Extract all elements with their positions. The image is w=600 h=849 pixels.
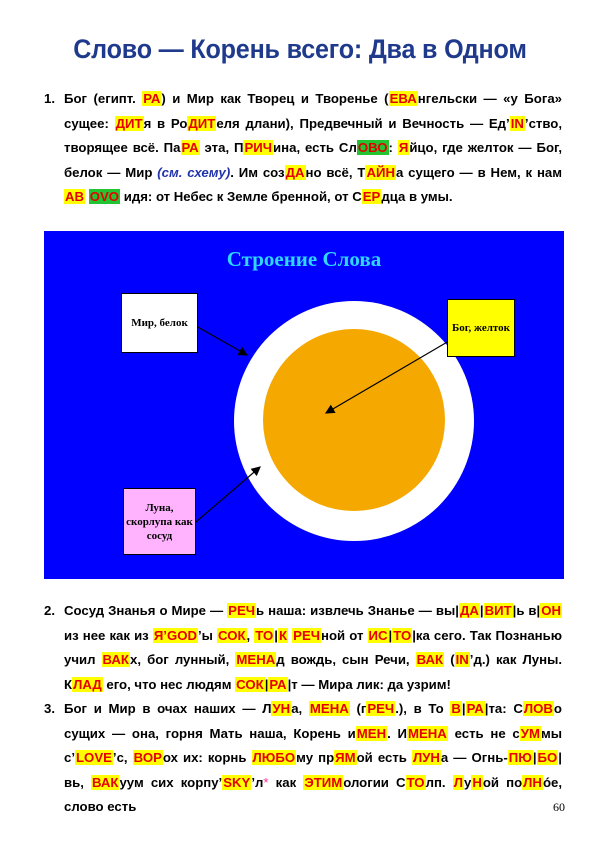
text-fragment: нгельски — «у Бога» сущее: xyxy=(64,91,562,131)
text-fragment: Бог (египт. xyxy=(64,91,143,106)
highlighted-fragment: ЕВА xyxy=(389,91,417,106)
text-fragment: ’д.) как Луны. К xyxy=(64,652,563,692)
highlighted-fragment: ЛН xyxy=(523,774,542,790)
text-fragment: | xyxy=(388,627,393,643)
text-fragment: лп. xyxy=(425,774,453,790)
text-fragment: ной от xyxy=(321,627,368,643)
highlighted-fragment: ПЮ xyxy=(508,750,532,766)
highlighted-fragment: РА xyxy=(143,91,161,106)
highlighted-fragment: AB xyxy=(65,189,85,205)
highlighted-fragment: РА xyxy=(466,701,484,716)
text-fragment: его, что нес людям xyxy=(102,676,236,692)
text-fragment: |ь в| xyxy=(512,603,541,618)
highlighted-fragment: Я xyxy=(398,140,409,156)
highlighted-fragment: IN xyxy=(510,115,524,131)
highlighted-fragment: МЕН xyxy=(356,725,387,741)
text-fragment: ох их: корнь xyxy=(162,750,252,766)
highlighted-fragment: Я’GOD xyxy=(153,627,198,643)
highlighted-fragment: ЕР xyxy=(362,189,381,205)
highlighted-fragment: РЕЧ xyxy=(367,701,395,716)
text-fragment: ина, есть Сл xyxy=(273,140,357,156)
highlighted-fragment: ВОР xyxy=(133,750,162,766)
highlighted-fragment: Н xyxy=(472,774,482,790)
highlighted-fragment: РА xyxy=(181,140,199,156)
text-fragment: ологии С xyxy=(343,774,406,790)
text-fragment: ) и Мир как Творец и Творенье ( xyxy=(161,91,389,106)
highlighted-fragment: ЛЮБО xyxy=(252,750,296,766)
highlighted-fragment: ТО xyxy=(406,774,425,790)
highlighted-fragment: ДИТ xyxy=(188,115,216,131)
text-fragment: | xyxy=(479,603,484,618)
highlighted-fragment: РЕЧ xyxy=(228,603,256,618)
page-number: 60 xyxy=(553,800,565,814)
highlighted-fragment: * xyxy=(263,774,269,790)
text-fragment: д вождь, сын Речи, xyxy=(276,652,416,668)
highlighted-fragment: УН xyxy=(272,701,291,716)
text-fragment: |т — Мира лик: да узрим! xyxy=(287,676,451,692)
text-fragment: |вь, xyxy=(64,750,562,790)
word-structure-diagram xyxy=(44,231,564,579)
box-world-white: Мир, белок xyxy=(121,293,198,353)
highlighted-fragment: ТО xyxy=(393,627,412,643)
paragraph-number: 2. xyxy=(44,603,55,618)
highlighted-fragment: БО xyxy=(537,750,558,766)
text-fragment: х, бог лунный, xyxy=(130,652,236,668)
text-fragment: , xyxy=(246,627,255,643)
text-fragment: мы с’ xyxy=(64,725,562,766)
text-fragment: му пр xyxy=(296,750,335,766)
text-fragment: эта, П xyxy=(199,140,244,156)
highlighted-fragment: СОК xyxy=(218,627,246,643)
text-fragment: ( xyxy=(444,652,455,668)
text-fragment: а сущего — в Нем, к нам xyxy=(395,164,563,180)
text-fragment: | xyxy=(274,627,278,643)
text-fragment: о сущих — она, горня Мать наша, Корень и xyxy=(64,701,562,741)
highlighted-fragment: ВАК xyxy=(416,652,444,668)
text-fragment: как xyxy=(268,774,304,790)
text-fragment: | xyxy=(532,750,537,766)
text-fragment: ’ы xyxy=(198,627,218,643)
text-fragment: ой есть xyxy=(356,750,412,766)
paragraph-2 xyxy=(44,599,562,697)
text-fragment: я в Ро xyxy=(143,115,188,131)
highlighted-fragment: ЛУН xyxy=(412,750,440,766)
text-fragment: из нее как из xyxy=(64,627,153,643)
highlighted-fragment: OVO xyxy=(89,189,120,205)
text-fragment: . Им соз xyxy=(230,164,285,180)
text-fragment: |ка сего. Так Познанью учил xyxy=(64,627,563,668)
highlighted-fragment: МЕНА xyxy=(236,652,276,668)
highlighted-fragment: СОК xyxy=(236,676,264,692)
highlighted-fragment: (см. схему) xyxy=(157,164,231,180)
highlighted-fragment: РА xyxy=(269,676,287,692)
text-fragment: . И xyxy=(387,725,407,741)
highlighted-fragment: IN xyxy=(455,652,469,668)
text-fragment: у xyxy=(463,774,472,790)
text-fragment: уум сих корпу’ xyxy=(119,774,223,790)
text-fragment: ’с, xyxy=(112,750,133,766)
highlighted-fragment: ОН xyxy=(541,603,561,618)
highlighted-fragment: ВАК xyxy=(92,774,119,790)
highlighted-fragment: Л xyxy=(453,774,463,790)
text-fragment: а — Огнь- xyxy=(440,750,508,766)
highlighted-fragment: МЕНА xyxy=(407,725,447,741)
highlighted-fragment: LOVE xyxy=(76,750,112,766)
paragraph-number: 3. xyxy=(44,701,55,716)
text-fragment: идя: от Небес к Земле бренной, от С xyxy=(120,189,362,205)
highlighted-fragment: УМ xyxy=(520,725,540,741)
text-fragment: : xyxy=(388,140,398,156)
paragraph-body xyxy=(64,87,562,210)
text-fragment: ой по xyxy=(482,774,523,790)
highlighted-fragment: ТО xyxy=(255,627,274,643)
highlighted-fragment: ЭТИМ xyxy=(304,774,343,790)
text-fragment: ’л xyxy=(251,774,264,790)
page-title: Слово — Корень всего: Два в Одном xyxy=(73,34,527,64)
highlighted-fragment: ДИТ xyxy=(115,115,143,131)
text-fragment: есть не с xyxy=(447,725,520,741)
paragraph-3 xyxy=(44,697,562,820)
paragraph-number: 1. xyxy=(44,91,55,106)
highlighted-fragment: К xyxy=(279,627,288,643)
highlighted-fragment: АЙН xyxy=(366,164,395,180)
paragraph-body xyxy=(64,697,562,820)
highlighted-fragment: В xyxy=(451,701,461,716)
text-fragment: ’ство, творящее всё. Па xyxy=(64,115,563,156)
arrow-world xyxy=(196,326,247,355)
highlighted-fragment: ДА xyxy=(285,164,305,180)
highlighted-fragment: МЕНА xyxy=(309,701,349,716)
highlighted-fragment: РЕЧ xyxy=(293,627,321,643)
text-fragment: óе, слово есть xyxy=(64,774,562,815)
text-fragment: |та: С xyxy=(484,701,523,716)
text-fragment: дца в умы. xyxy=(381,189,453,205)
highlighted-fragment: ЛАД xyxy=(73,676,102,692)
text-fragment: йцо, где желток — Бог, белок — Мир xyxy=(64,140,562,180)
highlighted-fragment: ВИТ xyxy=(484,603,512,618)
box-moon-shell: Луна, скорлупа как сосуд xyxy=(123,488,196,555)
text-fragment: | xyxy=(461,701,466,716)
arrow-god xyxy=(326,341,449,413)
highlighted-fragment: ВАК xyxy=(102,652,129,668)
arrow-moon xyxy=(190,467,260,527)
highlighted-fragment: ЛОВ xyxy=(523,701,553,716)
text-fragment: (г xyxy=(349,701,367,716)
text-fragment: но всё, Т xyxy=(305,164,366,180)
diagram-title: Строение Слова xyxy=(226,247,382,271)
text-fragment: | xyxy=(264,676,269,692)
highlighted-fragment: ДА xyxy=(459,603,479,618)
text-fragment: Сосуд Знанья о Мире — xyxy=(64,603,228,618)
text-fragment: ь наша: извлечь Знанье — вы| xyxy=(256,603,459,618)
text-fragment: .), в То xyxy=(395,701,451,716)
paragraph-body xyxy=(64,599,562,697)
text-fragment: а, xyxy=(291,701,309,716)
text-fragment: Бог и Мир в очах наших — Л xyxy=(64,701,272,716)
highlighted-fragment: ЯМ xyxy=(335,750,356,766)
highlighted-fragment: РИЧ xyxy=(244,140,273,156)
text-fragment: еля длани), Предвечный и Вечность — Ед’ xyxy=(216,115,510,131)
paragraph-1 xyxy=(44,87,562,210)
highlighted-fragment: SKY xyxy=(223,774,251,790)
diagram-arrows xyxy=(44,231,564,579)
highlighted-fragment: ИС xyxy=(368,627,388,643)
box-god-yolk: Бог, желток xyxy=(447,299,515,357)
highlighted-fragment: ОВО xyxy=(357,140,388,156)
